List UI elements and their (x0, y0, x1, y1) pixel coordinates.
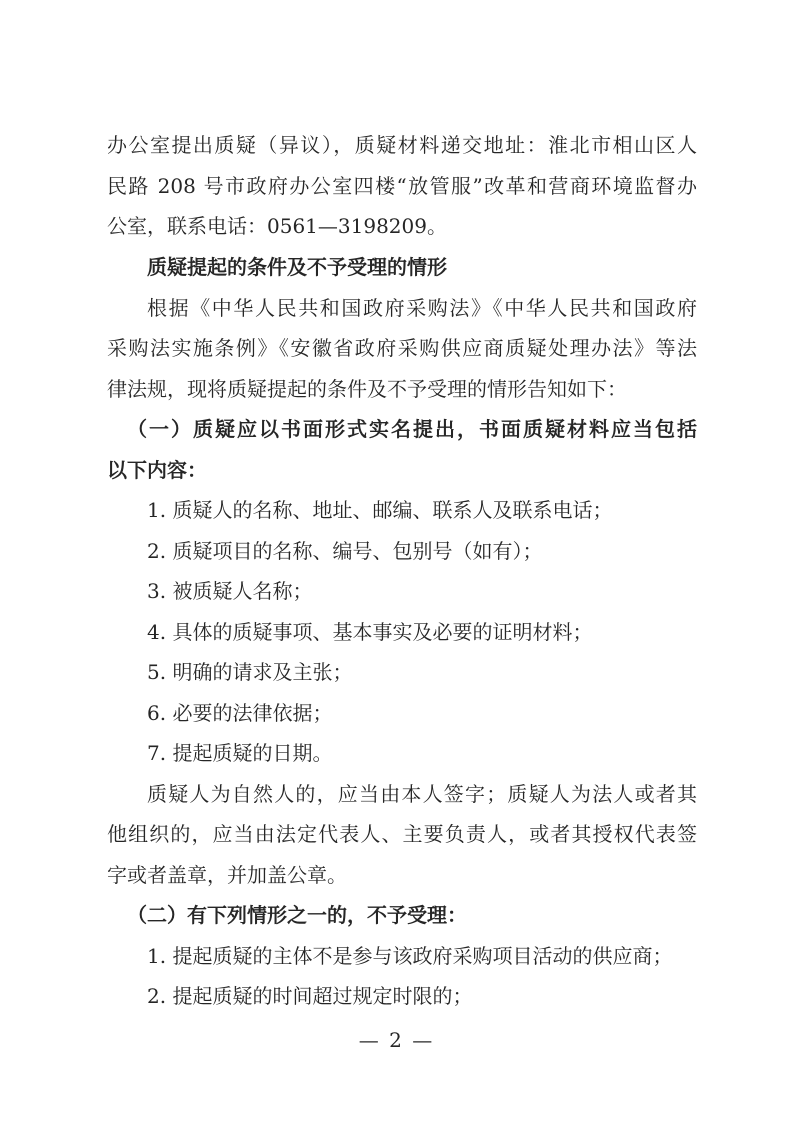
page-number: — 2 — (358, 1028, 435, 1052)
paragraph-line: 办公室提出质疑（异议），质疑材料递交地址：淮北市相山区人 (107, 133, 697, 157)
list-item: 2. 提起质疑的时间超过规定时限的； (147, 984, 473, 1008)
paragraph-line: 他组织的，应当由法定代表人、主要负责人，或者其授权代表签 (107, 822, 697, 846)
subsection-heading: （一）质疑应以书面形式实名提出，书面质疑材料应当包括 (127, 417, 697, 441)
list-item: 1. 提起质疑的主体不是参与该政府采购项目活动的供应商； (147, 944, 673, 968)
paragraph-line: 民路 208 号市政府办公室四楼“放管服”改革和营商环境监督办 (107, 174, 697, 198)
list-item: 2. 质疑项目的名称、编号、包别号（如有）； (147, 539, 543, 563)
list-item: 4. 具体的质疑事项、基本事实及必要的证明材料； (147, 620, 593, 644)
paragraph-line: 律法规，现将质疑提起的条件及不予受理的情形告知如下： (107, 377, 627, 401)
paragraph-line: 公室，联系电话：0561—3198209。 (107, 214, 447, 238)
list-item: 6. 必要的法律依据； (147, 701, 333, 725)
section-heading: 质疑提起的条件及不予受理的情形 (147, 255, 447, 279)
list-item: 7. 提起质疑的日期。 (147, 741, 333, 765)
paragraph-line: 采购法实施条例》《安徽省政府采购供应商质疑处理办法》等法 (107, 336, 697, 360)
subsection-heading: 以下内容： (107, 458, 207, 482)
list-item: 1. 质疑人的名称、地址、邮编、联系人及联系电话； (147, 498, 613, 522)
list-item: 5. 明确的请求及主张； (147, 660, 353, 684)
list-item: 3. 被质疑人名称； (147, 579, 313, 603)
paragraph-line: 质疑人为自然人的，应当由本人签字；质疑人为法人或者其 (147, 782, 697, 806)
subsection-heading: （二）有下列情形之一的，不予受理： (127, 903, 467, 927)
paragraph-line: 字或者盖章，并加盖公章。 (107, 863, 347, 887)
paragraph-line: 根据《中华人民共和国政府采购法》《中华人民共和国政府 (147, 296, 697, 320)
